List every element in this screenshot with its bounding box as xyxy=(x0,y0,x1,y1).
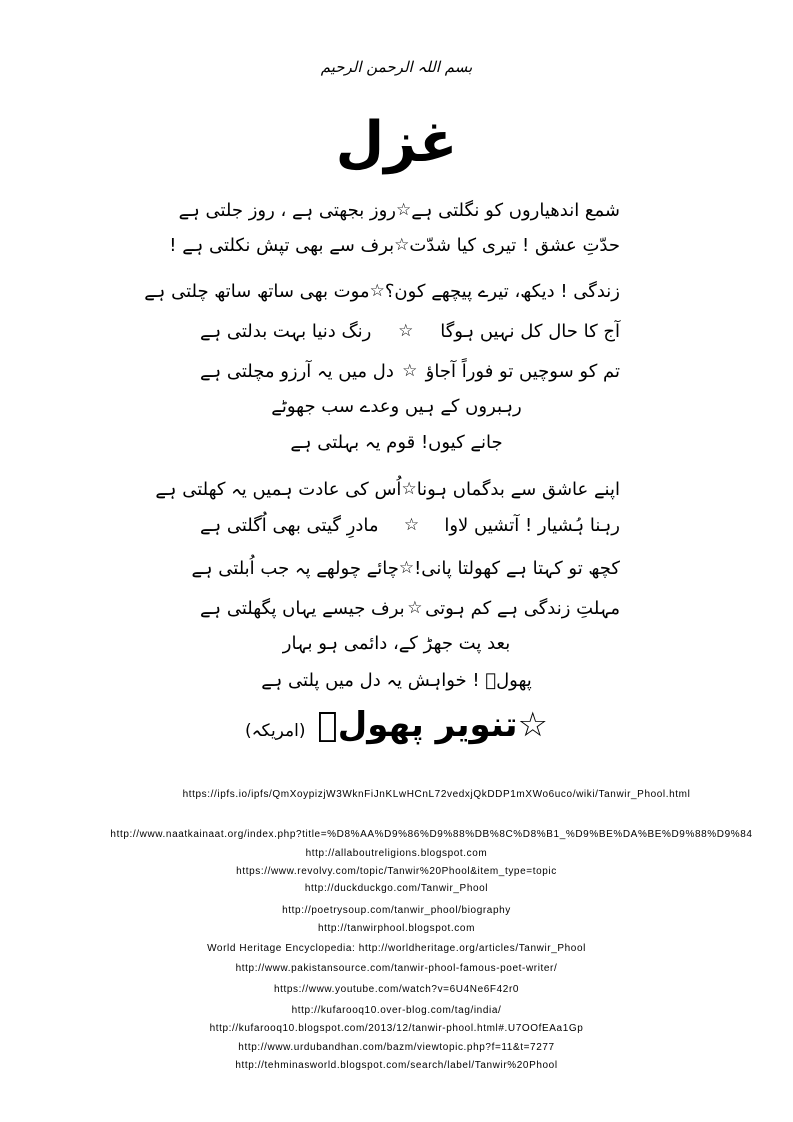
verse-first-hemistich: حدّتِ عشق ! تیری کیا شدّت xyxy=(409,234,620,256)
couplet-line: بعد پت جھڑ کے، دائمی ہو بہار xyxy=(282,633,511,654)
verse-second-hemistich: اُس کی عادت ہمیں یہ کھلتی ہے xyxy=(155,478,402,500)
author-name: تنویر پھولؔ xyxy=(317,705,518,745)
author-signature xyxy=(0,705,793,745)
reference-link[interactable]: http://www.pakistansource.com/tanwir-phool-famous-poet-writer/ xyxy=(235,963,558,974)
verse-second-hemistich: روز بجھتی ہے ، روز جلتی ہے xyxy=(178,199,397,221)
reference-link[interactable]: http://www.naatkainaat.org/index.php?title=%D8%AA%D9%86%D9%88%DB%8C%D8%B1_%D9%BE%DA%BE%D9%88%D9%84 xyxy=(110,829,753,840)
verse-line xyxy=(155,474,620,504)
couplet-line: پھولؔ ! خواہش یہ دل میں پلتی ہے xyxy=(261,670,532,691)
verse-line xyxy=(200,316,620,346)
star-separator-icon: ☆ xyxy=(398,321,414,341)
verse-first-hemistich: کچھ تو کہتا ہے کھولتا پانی! xyxy=(414,557,620,579)
verse-line xyxy=(169,230,620,260)
verse-second-hemistich: موت بھی ساتھ ساتھ چلتی ہے xyxy=(144,280,370,302)
star-separator-icon: ☆ xyxy=(369,281,385,301)
star-separator-icon: ☆ xyxy=(398,558,415,578)
verse-first-hemistich: آج کا حال کل نہیں ہوگا xyxy=(440,320,620,342)
reference-link[interactable]: https://www.youtube.com/watch?v=6U4Ne6F42r0 xyxy=(273,984,520,995)
reference-link[interactable]: https://ipfs.io/ipfs/QmXoypizjW3WknFiJnKLwHCnL72vedxjQkDDP1mXWo6uco/wiki/Tanwir_Phool.html xyxy=(182,789,691,800)
reference-link[interactable]: http://poetrysoup.com/tanwir_phool/biography xyxy=(282,905,511,916)
verse-second-hemistich: مادرِ گیتی بھی اُگلتی ہے xyxy=(200,514,379,536)
reference-link[interactable]: http://tanwirphool.blogspot.com xyxy=(317,923,475,934)
star-separator-icon: ☆ xyxy=(403,515,420,535)
star-separator-icon: ☆ xyxy=(394,235,410,255)
verse-line xyxy=(144,276,620,306)
reference-link[interactable]: World Heritage Encyclopedia: http://worldheritage.org/articles/Tanwir_Phool xyxy=(207,943,586,954)
star-separator-icon: ☆ xyxy=(401,479,417,499)
verse-second-hemistich: رنگ دنیا بہت بدلتی ہے xyxy=(200,320,372,342)
author-country: (امریکہ) xyxy=(244,721,306,741)
verse-first-hemistich: زندگی ! دیکھ، تیرے پیچھے کون؟ xyxy=(384,280,620,302)
verse-second-hemistich: برف سے بھی تپش نکلتی ہے ! xyxy=(169,234,395,256)
verse-line xyxy=(200,356,620,386)
reference-link[interactable]: https://www.revolvy.com/topic/Tanwir%20Phool&item_type=topic xyxy=(236,866,557,877)
verse-first-hemistich: رہنا ہُشیار ! آتشیں لاوا xyxy=(444,514,620,536)
verse-line xyxy=(178,195,620,225)
verse-second-hemistich: دل میں یہ آرزو مچلتی ہے xyxy=(200,360,394,382)
star-separator-icon: ☆ xyxy=(396,200,412,220)
star-separator-icon: ☆ xyxy=(407,598,423,618)
reference-link[interactable]: http://tehminasworld.blogspot.com/search/label/Tanwir%20Phool xyxy=(235,1060,558,1071)
verse-first-hemistich: شمع اندھیاروں کو نگلتی ہے xyxy=(411,199,620,221)
verse-second-hemistich: چائے چولھے پہ جب اُبلتی ہے xyxy=(191,557,399,579)
reference-link[interactable]: http://duckduckgo.com/Tanwir_Phool xyxy=(304,883,489,894)
star-icon: ☆ xyxy=(517,705,549,745)
reference-link[interactable]: http://kufarooq10.blogspot.com/2013/12/tanwir-phool.html#.U7OOfEAa1Gp xyxy=(209,1023,584,1034)
bismillah-heading: بسم اللہ الرحمن الرحیم xyxy=(320,58,473,76)
ghazal-title: غزل xyxy=(335,110,458,175)
verse-first-hemistich: اپنے عاشق سے بدگماں ہونا xyxy=(416,478,620,500)
reference-link[interactable]: http://www.urdubandhan.com/bazm/viewtopic.php?f=11&t=7277 xyxy=(238,1042,555,1053)
verse-first-hemistich: مہلتِ زندگی ہے کم ہوتی xyxy=(425,597,620,619)
verse-line xyxy=(200,510,620,540)
couplet-line: جانے کیوں! قوم یہ بہلتی ہے xyxy=(290,432,503,453)
verse-line xyxy=(200,593,620,623)
verse-first-hemistich: تم کو سوچیں تو فوراً آجاؤ xyxy=(425,360,620,382)
reference-link[interactable]: http://kufarooq10.over-blog.com/tag/india/ xyxy=(291,1005,502,1016)
verse-second-hemistich: برف جیسے یہاں پگھلتی ہے xyxy=(200,597,405,619)
verse-line xyxy=(191,553,620,583)
reference-link[interactable]: http://allaboutreligions.blogspot.com xyxy=(305,848,488,859)
star-separator-icon: ☆ xyxy=(402,361,418,381)
couplet-line: رہبروں کے ہیں وعدے سب جھوٹے xyxy=(271,396,522,417)
